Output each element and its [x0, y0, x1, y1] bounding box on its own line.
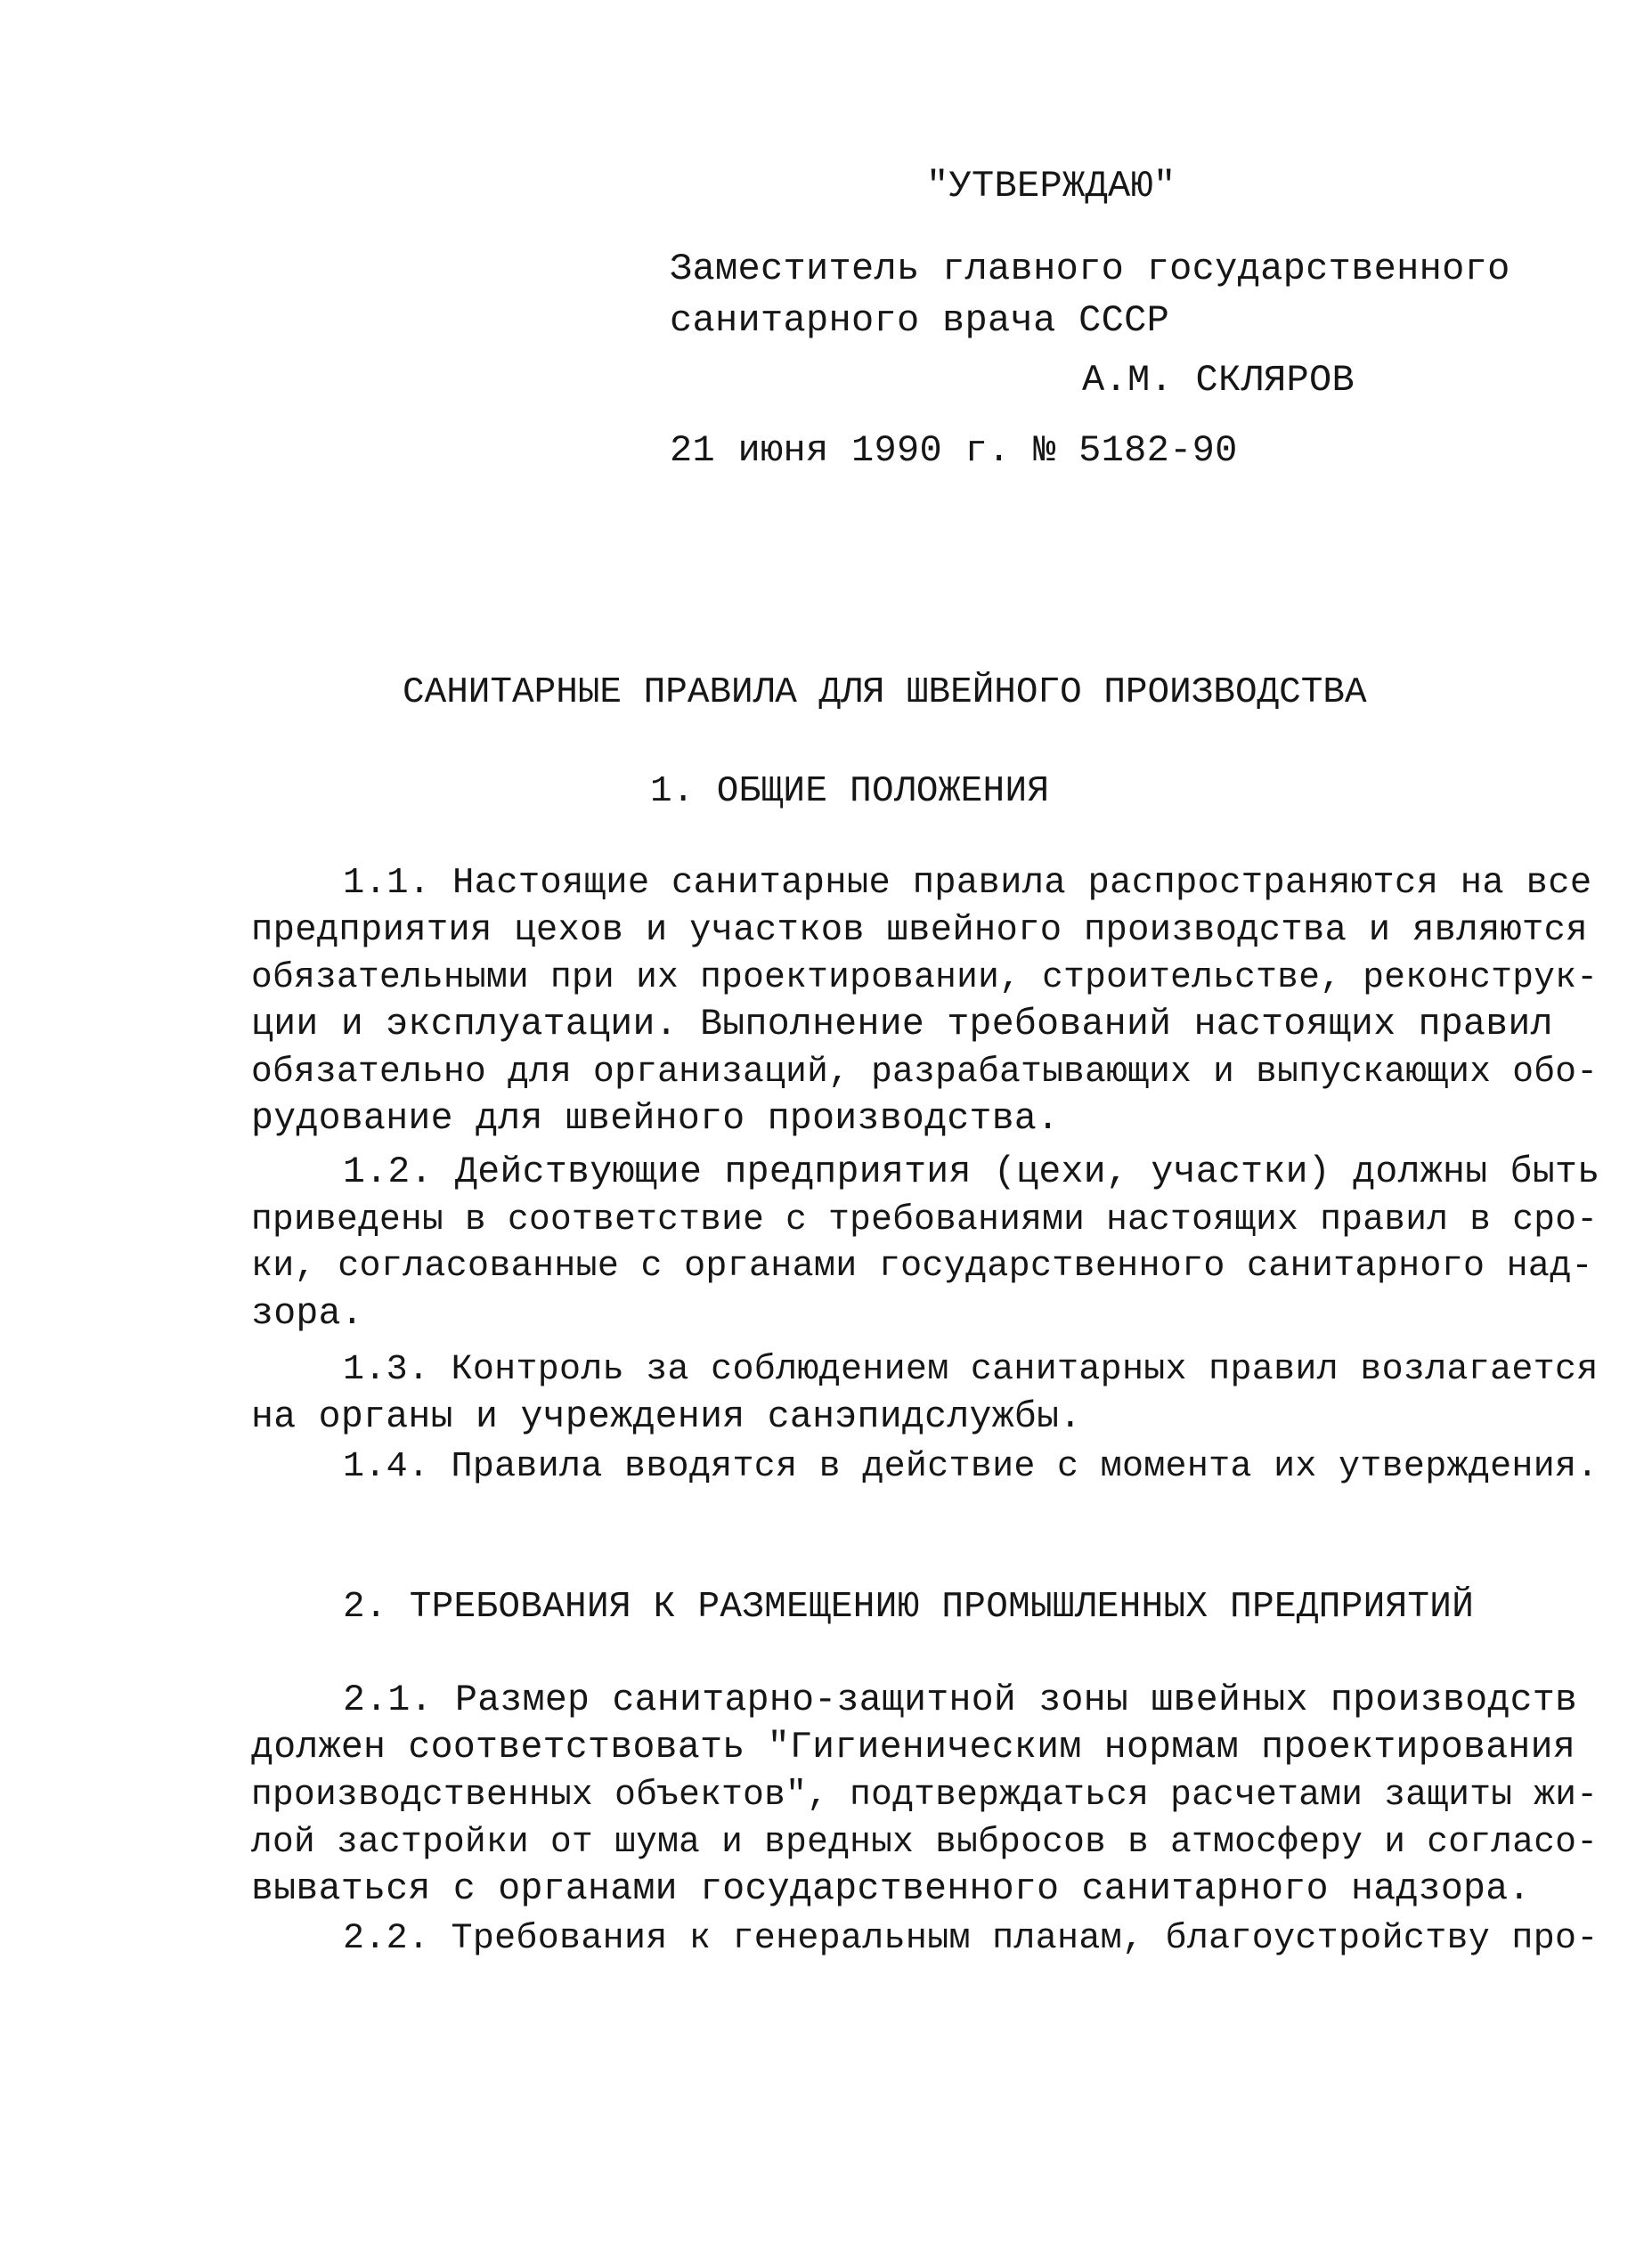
approval-position-line-1: Заместитель главного государственного: [670, 248, 1510, 290]
document-title: САНИТАРНЫЕ ПРАВИЛА ДЛЯ ШВЕЙНОГО ПРОИЗВОДСТВА: [403, 672, 1367, 713]
paragraph-line: на органы и учреждения санэпидслужбы.: [251, 1396, 1082, 1438]
paragraph-line: ки, согласованные с органами государственного санитарного над-: [251, 1247, 1593, 1287]
paragraph-line: зора.: [251, 1293, 364, 1335]
paragraph-line: 1.2. Действующие предприятия (цехи, участки) должны быть: [343, 1151, 1600, 1193]
paragraph-line: предприятия цехов и участков швейного производства и являются: [251, 910, 1588, 951]
approval-stamp: "УТВЕРЖДАЮ": [926, 165, 1176, 207]
approval-signatory: А.М. СКЛЯРОВ: [1082, 359, 1355, 402]
paragraph-line: приведены в соответствие с требованиями настоящих правил в сро-: [251, 1199, 1599, 1240]
paragraph-line: лой застройки от шума и вредных выбросов в атмосферу и согласо-: [251, 1822, 1599, 1862]
paragraph-line: вываться с органами государственного санитарного надзора.: [251, 1868, 1531, 1910]
paragraph-line: 2.2. Требования к генеральным планам, благоустройству про-: [343, 1919, 1599, 1959]
paragraph-line: должен соответствовать "Гигиеническим нормам проектирования: [251, 1727, 1576, 1768]
paragraph-line: обязательными при их проектировании, строительстве, реконструк-: [251, 957, 1599, 997]
paragraph-line: 1.1. Настоящие санитарные правила распространяются на все: [343, 863, 1592, 904]
paragraph-line: производственных объектов", подтверждаться расчетами защиты жи-: [251, 1775, 1599, 1815]
paragraph-line: 2.1. Размер санитарно-защитной зоны швейных производств: [343, 1679, 1578, 1721]
paragraph-line: 1.4. Правила вводятся в действие с момента их утверждения.: [343, 1447, 1599, 1487]
approval-position-line-2: санитарного врача СССР: [670, 299, 1170, 342]
paragraph-line: 1.3. Контроль за соблюдением санитарных правил возлагается: [343, 1350, 1599, 1390]
section-2-heading: 2. ТРЕБОВАНИЯ К РАЗМЕЩЕНИЮ ПРОМЫШЛЕННЫХ ПРЕДПРИЯТИЙ: [343, 1587, 1475, 1628]
approval-date-number: 21 июня 1990 г. № 5182-90: [670, 429, 1238, 472]
paragraph-line: ции и эксплуатации. Выполнение требований настоящих правил: [251, 1004, 1553, 1045]
paragraph-line: обязательно для организаций, разрабатывающих и выпускающих обо-: [251, 1052, 1599, 1092]
section-1-heading: 1. ОБЩИЕ ПОЛОЖЕНИЯ: [650, 771, 1050, 812]
paragraph-line: рудование для швейного производства.: [251, 1098, 1060, 1140]
